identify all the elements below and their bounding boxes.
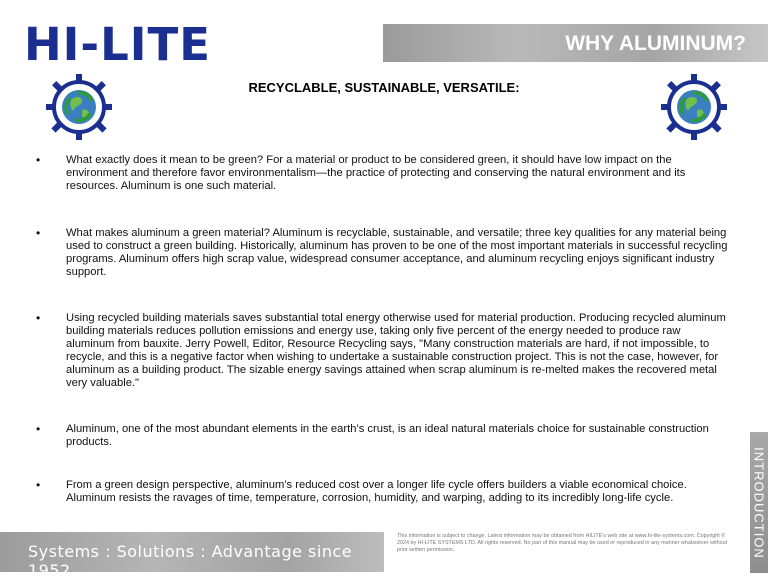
section-title: WHY ALUMINUM? [565, 32, 746, 55]
section-header-band [383, 24, 768, 62]
bullet-list [36, 154, 732, 505]
page-title: RECYCLABLE, SUSTAINABLE, VERSATILE: [248, 80, 520, 95]
section-tab-label: INTRODUCTION [751, 446, 767, 559]
footer-tagline: Systems : Solutions : Advantage since 1952 [28, 542, 353, 580]
bullet-item: • From a green design perspective, aluminum’s reduced cost over a longer life cycle offers builders a viable economical choice. Aluminum resists the ravages of time, temperature, corrosion, humidity, and warping, adding to its incredibly long-life cycle. [36, 479, 732, 505]
footer-band [0, 532, 384, 580]
bullet-item: • Aluminum, one of the most abundant elements in the earth’s crust, is an ideal natural materials choice for sustainable construction products. [36, 423, 732, 449]
bullet-item: • Using recycled building materials saves substantial total energy otherwise used for material production. Producing recycled aluminum building materials reduces pollution emissions and energy use, taking only five percent of the energy needed to produce raw aluminum from bauxite. Jerry Powell, Editor, Resource Recycling says, "Many construction materials are hard, if not impossible, to recycle, and this is a negative factor when wishing to undertake a sustainable construction project. This is not the case, however, for aluminum as a building product. The sizable energy savings attained when scrap aluminum is re-melted makes the recovered metal very valuable." [36, 312, 732, 390]
bullet-item: • What exactly does it mean to be green? For a material or product to be considered green, it should have low impact on the environment and therefore favor environmentalism—the practice of protecting and conserving the natural environment and its resources. Aluminum is one such material. [36, 154, 732, 193]
section-tab-introduction[interactable] [750, 432, 768, 573]
hi-lite-logo: HI-LITE [24, 18, 211, 71]
footer-disclaimer: This information is subject to change. Latest information may be obtained from HILITE's web site at www.hi-lite-systems.com. Copyright © 2024 by HI-LITE SYSTEMS LTD. All rights reserved. No part of this manual may be used or reproduced in any manner whatsoever without prior written permission. [397, 533, 728, 553]
bullet-item: • What makes aluminum a green material? Aluminum is recyclable, sustainable, and versatile; three key qualities for any material being used to construct a green building. Historically, aluminum has proven to be one of the most important materials in successful recycling programs. Aluminum offers high scrap value, widespread consumer acceptance, and aluminum recycling enjoys significant industry support. [36, 227, 732, 279]
